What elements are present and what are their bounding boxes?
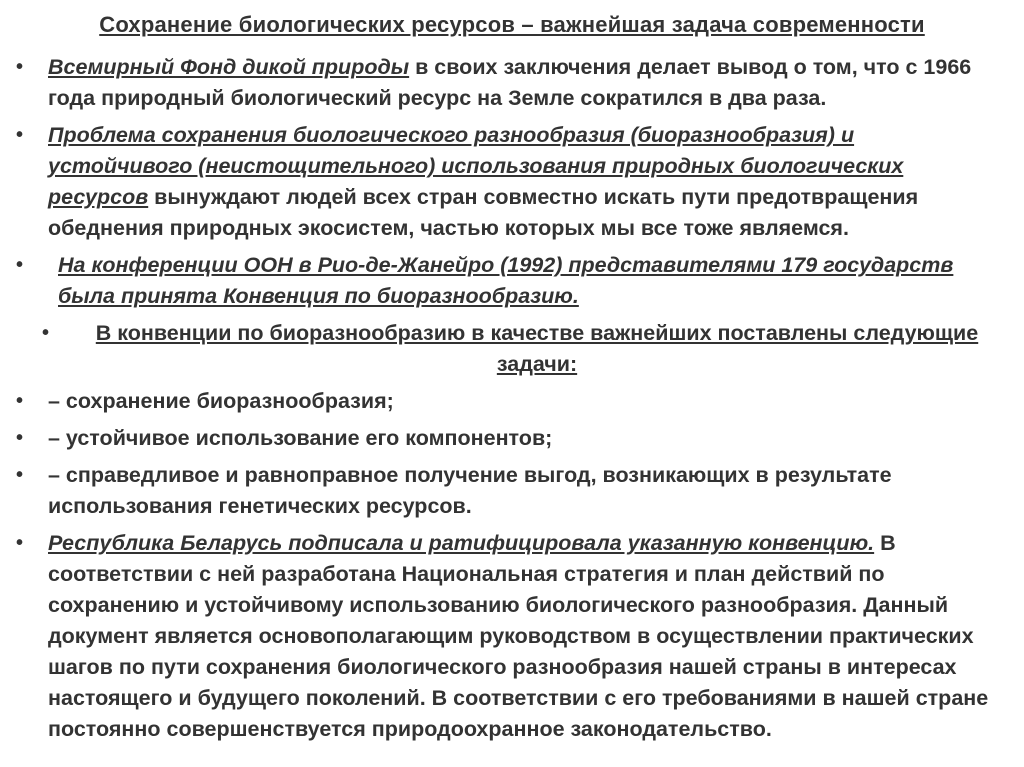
item-emphasis: Проблема сохранения биологического разнообразия (биоразнообразия) и устойчивого (неистощительного) использования природных биологических ресурсов xyxy=(48,123,904,209)
bullet-icon: • xyxy=(16,427,24,449)
bullet-icon: • xyxy=(16,532,24,554)
item-emphasis: Всемирный Фонд дикой природы xyxy=(48,55,410,79)
list-item-belarus xyxy=(14,528,1004,745)
list-item-task-3 xyxy=(14,460,1004,522)
item-emphasis: На конференции ООН в Рио-де-Жанейро (1992) представителями 179 государств была принята Конвенция по биоразнообразию. xyxy=(58,253,954,308)
bullet-icon: • xyxy=(16,254,24,276)
item-text: в своих заключения делает вывод о том, что с 1966 года природный биологический ресурс на Земле сократился в два раза. xyxy=(48,55,972,110)
slide-title: Сохранение биологических ресурсов – важнейшая задача современности xyxy=(99,12,925,37)
bullet-icon: • xyxy=(16,390,24,412)
list-item-biodiversity-problem xyxy=(14,120,1004,244)
bullet-icon: • xyxy=(16,56,24,78)
item-text: вынуждают людей всех стран совместно искать пути предотвращения обеднения природных экосистем, частью которых мы все тоже являемся. xyxy=(48,185,919,240)
item-text: В соответствии с ней разработана Национальная стратегия и план действий по сохранению и устойчивому использованию биологического разнообразия. Данный документ является основополагающим руководством в осуществлении практических шагов по пути сохранения биологического разнообразия нашей страны в интересах настоящего и будущего поколений. В соответствии с его требованиями в нашей стране постоянно совершенствуется природоохранное законодательство. xyxy=(48,531,989,741)
item-text: – справедливое и равноправное получение выгод, возникающих в результате использования генетических ресурсов. xyxy=(48,463,892,518)
list-item-convention-tasks xyxy=(14,318,1004,380)
item-emphasis: Республика Беларусь подписала и ратифицировала указанную конвенцию. xyxy=(48,531,875,555)
list-item-wwf xyxy=(14,52,1004,114)
bullet-icon: • xyxy=(16,464,24,486)
bullet-list xyxy=(14,52,1004,751)
item-text: – сохранение биоразнообразия; xyxy=(48,389,394,413)
list-item-task-2 xyxy=(14,423,1004,454)
item-underlined: В конвенции по биоразнообразию в качестве важнейших поставлены следующие задачи: xyxy=(95,321,979,376)
list-item-task-1 xyxy=(14,386,1004,417)
bullet-icon: • xyxy=(16,124,24,146)
bullet-icon: • xyxy=(42,322,50,344)
list-item-rio-conference xyxy=(14,250,1004,312)
item-text: – устойчивое использование его компонентов; xyxy=(48,426,553,450)
